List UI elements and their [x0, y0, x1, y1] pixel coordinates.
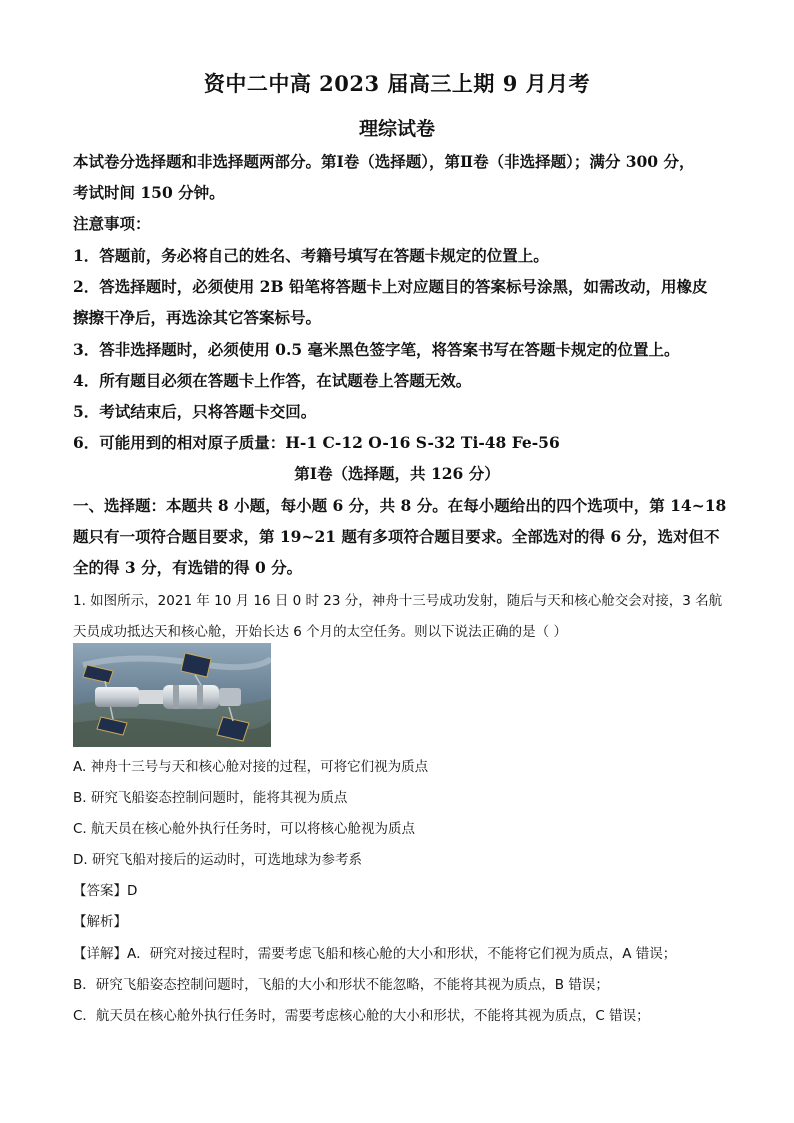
note-item-5: 5．考试结束后，只将答题卡交回。	[73, 402, 317, 421]
detail-line-3: C．航天员在核心舱外执行任务时，需要考虑核心舱的大小和形状，不能将其视为质点，C 错误；	[73, 1008, 650, 1024]
option-b: B. 研究飞船姿态控制问题时，能将其视为质点	[73, 790, 348, 806]
note-item-1: 1．答题前，务必将自己的姓名、考籍号填写在答题卡规定的位置上。	[73, 246, 549, 265]
note-item-2: 2．答选择题时，必须使用 2B 铅笔将答题卡上对应题目的答案标号涂黑，如需改动，用橡皮	[73, 277, 708, 296]
option-c: C. 航天员在核心舱外执行任务时，可以将核心舱视为质点	[73, 821, 416, 837]
question-stem-2: 天员成功抵达天和核心舱，开始长达 6 个月的太空任务。则以下说法正确的是（ ）	[73, 624, 567, 640]
section-desc-2: 题只有一项符合题目要求，第 19~21 题有多项符合题目要求。全部选对的得 6 分，选对但不	[73, 527, 720, 546]
option-d: D. 研究飞船对接后的运动时，可选地球为参考系	[73, 852, 362, 868]
exam-subtitle: 理综试卷	[358, 118, 435, 140]
notes-heading: 注意事项：	[73, 214, 151, 233]
question-stem-1: 1. 如图所示，2021 年 10 月 16 日 0 时 23 分，神舟十三号成功发射，随后与天和核心舱交会对接，3 名航	[73, 593, 723, 609]
exam-title: 资中二中高 2023 届高三上期 9 月月考	[203, 71, 591, 96]
section-desc-3: 全的得 3 分，有选错的得 0 分。	[73, 558, 303, 577]
note-item-4: 4．所有题目必须在答题卡上作答，在试题卷上答题无效。	[73, 371, 472, 390]
intro-line-1: 本试卷分选择题和非选择题两部分。第Ⅰ卷（选择题），第Ⅱ卷（非选择题）；满分 300 分，	[73, 152, 695, 171]
detail-line-2: B．研究飞船姿态控制问题时，飞船的大小和形状不能忽略，不能将其视为质点，B 错误；	[73, 977, 609, 993]
intro-line-2: 考试时间 150 分钟。	[73, 183, 225, 202]
space-station-photo	[73, 643, 271, 747]
section-heading: 第Ⅰ卷（选择题，共 126 分）	[294, 464, 500, 483]
option-a: A. 神舟十三号与天和核心舱对接的过程，可将它们视为质点	[73, 759, 429, 775]
note-item-2-cont: 擦擦干净后，再选涂其它答案标号。	[73, 308, 322, 327]
detail-line-1: 【详解】A．研究对接过程时，需要考虑飞船和核心舱的大小和形状，不能将它们视为质点，A 错误；	[73, 946, 677, 962]
note-item-6: 6．可能用到的相对原子质量：H-1 C-12 O-16 S-32 Ti-48 Fe-56	[73, 433, 560, 452]
analysis-label: 【解析】	[73, 914, 127, 930]
note-item-3: 3．答非选择题时，必须使用 0.5 毫米黑色签字笔，将答案书写在答题卡规定的位置上。	[73, 340, 680, 359]
answer-line: 【答案】D	[73, 883, 138, 899]
section-desc-1: 一、选择题：本题共 8 小题，每小题 6 分，共 8 分。在每小题给出的四个选项中，第 14~18	[73, 496, 727, 515]
